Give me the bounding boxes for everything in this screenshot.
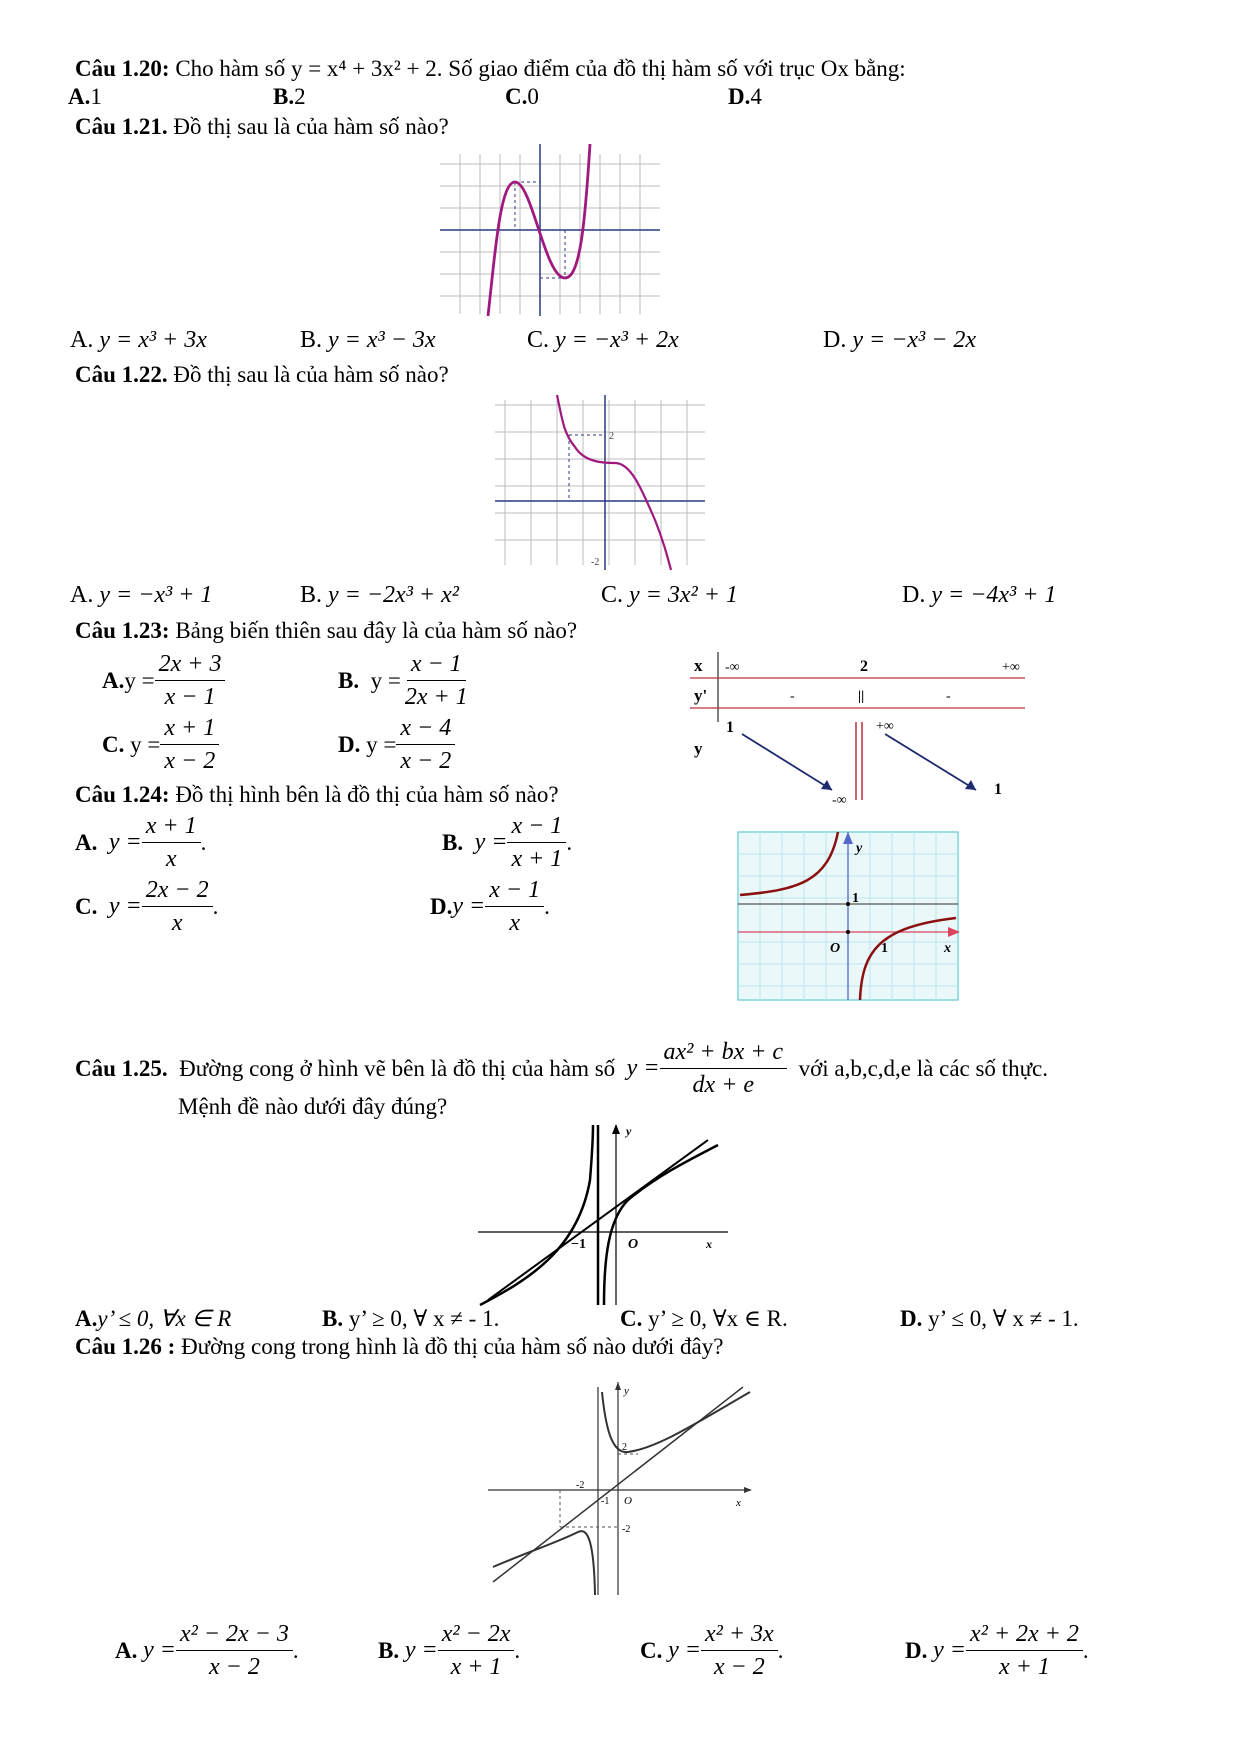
option-prefix: y = xyxy=(668,1637,701,1663)
option-letter: A. xyxy=(70,327,94,353)
fraction-denominator: x xyxy=(509,910,520,936)
fraction-numerator: x² + 2x + 2 xyxy=(966,1620,1083,1651)
q125-option-d[interactable] xyxy=(900,1306,1079,1332)
option-expression: y’ ≤ 0, ∀x ∈ R xyxy=(97,1306,232,1331)
option-letter: C. xyxy=(102,731,125,757)
q125-option-a[interactable] xyxy=(75,1306,231,1332)
q125-x-label: x xyxy=(706,1237,712,1251)
q121-grid xyxy=(440,154,660,314)
q122-option-a[interactable] xyxy=(70,582,212,609)
q124-text: Đồ thị hình bên là đồ thị của hàm số nào? xyxy=(175,782,559,807)
q125-label: Câu 1.25. xyxy=(75,1055,168,1081)
q121-text-line xyxy=(75,114,449,140)
q123-option-d[interactable] xyxy=(338,714,455,775)
q125-subtext: Mệnh đề nào dưới đây đúng? xyxy=(178,1094,448,1119)
option-fraction xyxy=(142,812,201,873)
option-letter: D. xyxy=(902,582,926,608)
table-yp-right: - xyxy=(946,689,951,704)
q122-text-line xyxy=(75,362,449,388)
q120-option-c[interactable] xyxy=(505,84,539,110)
table-y-label: y xyxy=(694,739,703,758)
q125-option-b[interactable] xyxy=(322,1306,499,1332)
option-letter: A. xyxy=(75,1306,98,1331)
option-expression: y = −x³ − 2x xyxy=(852,327,977,353)
q126-origin: O xyxy=(624,1495,632,1507)
q125-minus-one: −1 xyxy=(571,1237,586,1252)
fraction-numerator: x + 1 xyxy=(142,812,201,843)
q122-tick-top: 2 xyxy=(609,431,614,442)
fraction-numerator: x − 1 xyxy=(485,876,544,907)
q125-text-line xyxy=(75,1038,1048,1099)
fraction-denominator: x + 1 xyxy=(511,846,563,872)
fraction-denominator: dx + e xyxy=(692,1072,755,1098)
q126-label: Câu 1.26 : xyxy=(75,1334,176,1359)
q122-option-b[interactable] xyxy=(300,582,459,609)
q125-origin: O xyxy=(628,1237,639,1252)
q124-option-c[interactable]: C. y = $\frac{2x - 2}{x}$ . xyxy=(75,877,219,936)
option-letter: B. xyxy=(378,1637,400,1663)
option-fraction xyxy=(155,650,226,711)
q126-y-label: y xyxy=(624,1385,629,1397)
q121-graph xyxy=(440,144,660,319)
q125-curve-right xyxy=(604,1145,718,1305)
option-expression: y = 3x² + 1 xyxy=(629,582,738,608)
option-letter: D. xyxy=(728,84,751,109)
fraction-numerator: x² − 2x xyxy=(438,1620,515,1651)
fraction-denominator: x − 2 xyxy=(164,748,216,774)
q120-text-line xyxy=(75,56,906,82)
fraction-denominator: 2x + 1 xyxy=(404,684,468,710)
fraction-numerator: 2x + 3 xyxy=(155,650,226,681)
option-fraction xyxy=(438,1620,515,1681)
option-prefix: y = xyxy=(130,731,161,757)
q122-tick-bottom: -2 xyxy=(591,557,600,568)
option-letter: D. xyxy=(900,1306,923,1331)
q122-text: Đồ thị sau là của hàm số nào? xyxy=(173,362,449,387)
option-fraction xyxy=(401,650,472,711)
q126-option-d[interactable]: D. y = $\frac{\text{x² + 2x + 2}}{x + 1}$ . xyxy=(905,1621,1089,1680)
q121-option-d[interactable] xyxy=(823,327,976,354)
q121-option-b[interactable] xyxy=(300,327,436,354)
q126-text: Đường cong trong hình là đồ thị của hàm số nào dưới đây? xyxy=(181,1334,724,1359)
q124-one-label: 1 xyxy=(852,891,859,906)
q125-curve-left xyxy=(480,1125,593,1305)
q121-label: Câu 1.21. xyxy=(75,114,168,139)
q126-curve-left xyxy=(493,1531,595,1595)
option-value: 1 xyxy=(90,84,102,109)
q126-x-label: x xyxy=(736,1497,741,1509)
q122-graph xyxy=(495,395,705,570)
q121-option-a[interactable] xyxy=(70,327,207,354)
table-y-start: 1 xyxy=(726,719,734,736)
fraction-denominator: x xyxy=(171,910,183,936)
q125-text-after: với a,b,c,d,e là các số thực. xyxy=(798,1055,1048,1081)
option-prefix: y = xyxy=(474,829,508,855)
table-y-end: 1 xyxy=(994,781,1002,798)
option-letter: C. xyxy=(620,1306,643,1331)
q125-option-c[interactable] xyxy=(620,1306,788,1332)
q124-x-one: 1 xyxy=(881,941,888,956)
q124-option-b[interactable]: B. y = $\frac{x - 1}{x + 1}$ . xyxy=(442,813,573,872)
q126-option-a[interactable]: A. y = $\frac{\text{x² − 2x − 3}}{x - 2}$ . xyxy=(115,1621,299,1680)
q126-tick-two: 2 xyxy=(622,1442,627,1453)
q122-label: Câu 1.22. xyxy=(75,362,168,387)
table-x-right: +∞ xyxy=(1002,660,1020,675)
option-letter: C. xyxy=(75,893,98,919)
q123-text: Bảng biến thiên sau đây là của hàm số nào? xyxy=(175,618,578,643)
option-expression: y = x³ + 3x xyxy=(99,327,207,353)
q122-curve xyxy=(557,395,671,570)
option-prefix: y = xyxy=(143,1637,176,1663)
fraction-numerator: x − 1 xyxy=(507,812,566,843)
fraction-numerator: x² + 3x xyxy=(701,1620,778,1651)
q124-text-line xyxy=(75,782,559,808)
q124-label: Câu 1.24: xyxy=(75,782,170,807)
q125-text-before: Đường cong ở hình vẽ bên là đồ thị của hàm số xyxy=(179,1055,616,1081)
option-letter: B. xyxy=(300,582,323,608)
option-letter: C. xyxy=(601,582,624,608)
option-letter: B. xyxy=(273,84,295,109)
fraction-numerator: 2x − 2 xyxy=(142,876,213,907)
option-prefix: y = xyxy=(124,667,155,693)
option-letter: D. xyxy=(338,731,361,757)
option-letter: A. xyxy=(75,829,98,855)
option-expression: y’ ≤ 0, ∀ x ≠ - 1. xyxy=(928,1306,1079,1331)
fraction-denominator: x + 1 xyxy=(999,1654,1050,1680)
q124-origin: O xyxy=(830,941,841,956)
option-value: 2 xyxy=(294,84,306,109)
fraction-numerator: x − 4 xyxy=(396,714,455,745)
option-expression: y = −x³ + 2x xyxy=(555,327,679,353)
table-x-label: x xyxy=(694,656,703,675)
q122-option-d[interactable] xyxy=(902,582,1056,609)
option-letter: A. xyxy=(102,667,125,693)
option-prefix: y = xyxy=(366,731,397,757)
option-letter: B. xyxy=(300,327,323,353)
table-y-left-end: -∞ xyxy=(832,793,847,808)
q125-fraction xyxy=(660,1038,788,1099)
option-letter: D. xyxy=(905,1637,928,1663)
option-letter: A. xyxy=(115,1637,138,1663)
option-letter: B. xyxy=(322,1306,344,1331)
q124-option-d[interactable]: D. y = $\frac{x - 1}{x}$ . xyxy=(430,877,550,936)
option-letter: A. xyxy=(68,84,91,109)
q126-text-line xyxy=(75,1334,723,1360)
q120-option-a[interactable] xyxy=(68,84,102,110)
q120-text: Cho hàm số y = x⁴ + 3x² + 2. Số giao điểm của đồ thị hàm số với trục Ox bằng: xyxy=(175,56,906,81)
q123-option-a[interactable] xyxy=(102,650,225,711)
option-fraction xyxy=(176,1620,293,1681)
option-expression: y = −4x³ + 1 xyxy=(931,582,1057,608)
option-fraction xyxy=(966,1620,1083,1681)
option-expression: y’ ≥ 0, ∀x ∈ R. xyxy=(648,1306,788,1331)
table-yp-mid: || xyxy=(858,689,865,704)
fraction-denominator: x − 2 xyxy=(209,1654,260,1680)
q126-graph xyxy=(488,1382,758,1597)
q124-option-a[interactable]: A. y = $\frac{x + 1}{x}$ . xyxy=(75,813,207,872)
option-letter: A. xyxy=(70,582,94,608)
fraction-denominator: x − 1 xyxy=(164,684,216,710)
q122-grid xyxy=(495,400,705,565)
option-value: 0 xyxy=(527,84,539,109)
option-fraction xyxy=(507,812,566,873)
option-letter: D. xyxy=(430,893,453,919)
option-expression: y = −x³ + 1 xyxy=(99,582,213,608)
option-expression: y’ ≥ 0, ∀ x ≠ - 1. xyxy=(348,1306,500,1331)
table-x-mid: 2 xyxy=(860,658,868,675)
option-prefix: y = xyxy=(452,893,486,919)
q121-text: Đồ thị sau là của hàm số nào? xyxy=(173,114,449,139)
table-x-left: -∞ xyxy=(725,660,740,675)
q126-option-b[interactable]: B. y = $\frac{\text{x² − 2x}}{x + 1}$ . xyxy=(378,1621,521,1680)
table-yp-label: y' xyxy=(694,686,708,705)
option-value: 4 xyxy=(750,84,762,109)
fraction-denominator: x xyxy=(165,846,177,872)
fraction-denominator: x − 2 xyxy=(713,1654,765,1680)
option-fraction xyxy=(701,1620,778,1681)
q124-graph xyxy=(738,832,962,1004)
option-letter: C. xyxy=(505,84,528,109)
q123-option-b[interactable] xyxy=(338,650,472,711)
q126-tick-minus-two-x: -2 xyxy=(576,1480,585,1491)
option-prefix: y = xyxy=(933,1637,966,1663)
option-prefix: y = xyxy=(108,829,142,855)
q126-tick-minus-two-y: -2 xyxy=(622,1524,631,1535)
fraction-numerator: x − 1 xyxy=(407,650,466,681)
q123-label: Câu 1.23: xyxy=(75,618,170,643)
q126-option-c[interactable]: C. y = $\frac{\text{x² + 3x}}{x - 2}$ . xyxy=(640,1621,784,1680)
option-prefix: y = xyxy=(108,893,142,919)
q125-graph xyxy=(478,1120,728,1305)
q122-option-c[interactable] xyxy=(601,582,738,609)
option-fraction xyxy=(485,876,544,937)
fraction-numerator: x² − 2x − 3 xyxy=(176,1620,293,1651)
option-letter: B. xyxy=(442,829,464,855)
q124-x-label: x xyxy=(944,941,951,956)
fraction-denominator: x + 1 xyxy=(450,1654,502,1680)
fraction-numerator: ax² + bx + c xyxy=(660,1038,788,1069)
q125-prefix: y = xyxy=(626,1055,660,1081)
fraction-numerator: x + 1 xyxy=(160,714,219,745)
table-y-right-start: +∞ xyxy=(876,719,894,734)
option-prefix: y = xyxy=(404,1637,438,1663)
q120-option-d[interactable] xyxy=(728,84,762,110)
q123-option-c[interactable] xyxy=(102,714,219,775)
option-fraction xyxy=(160,714,219,775)
q123-variation-table xyxy=(690,652,1035,812)
fraction-denominator: x − 2 xyxy=(400,748,452,774)
q120-label: Câu 1.20: xyxy=(75,56,170,81)
option-letter: C. xyxy=(527,327,550,353)
option-expression: y = x³ − 3x xyxy=(328,327,436,353)
option-expression: y = −2x³ + x² xyxy=(328,582,459,608)
q123-text-line xyxy=(75,618,577,644)
q125-y-label: y xyxy=(626,1124,632,1138)
option-prefix: y = xyxy=(370,667,401,693)
option-letter: B. xyxy=(338,667,360,693)
q120-option-b[interactable] xyxy=(273,84,306,110)
option-letter: D. xyxy=(823,327,847,353)
q124-y-label: y xyxy=(856,841,863,856)
q121-option-c[interactable] xyxy=(527,327,679,354)
table-yp-left: - xyxy=(790,689,795,704)
option-letter: C. xyxy=(640,1637,663,1663)
option-fraction xyxy=(396,714,455,775)
q126-tick-minus-one: -1 xyxy=(601,1496,610,1507)
option-fraction xyxy=(142,876,213,937)
